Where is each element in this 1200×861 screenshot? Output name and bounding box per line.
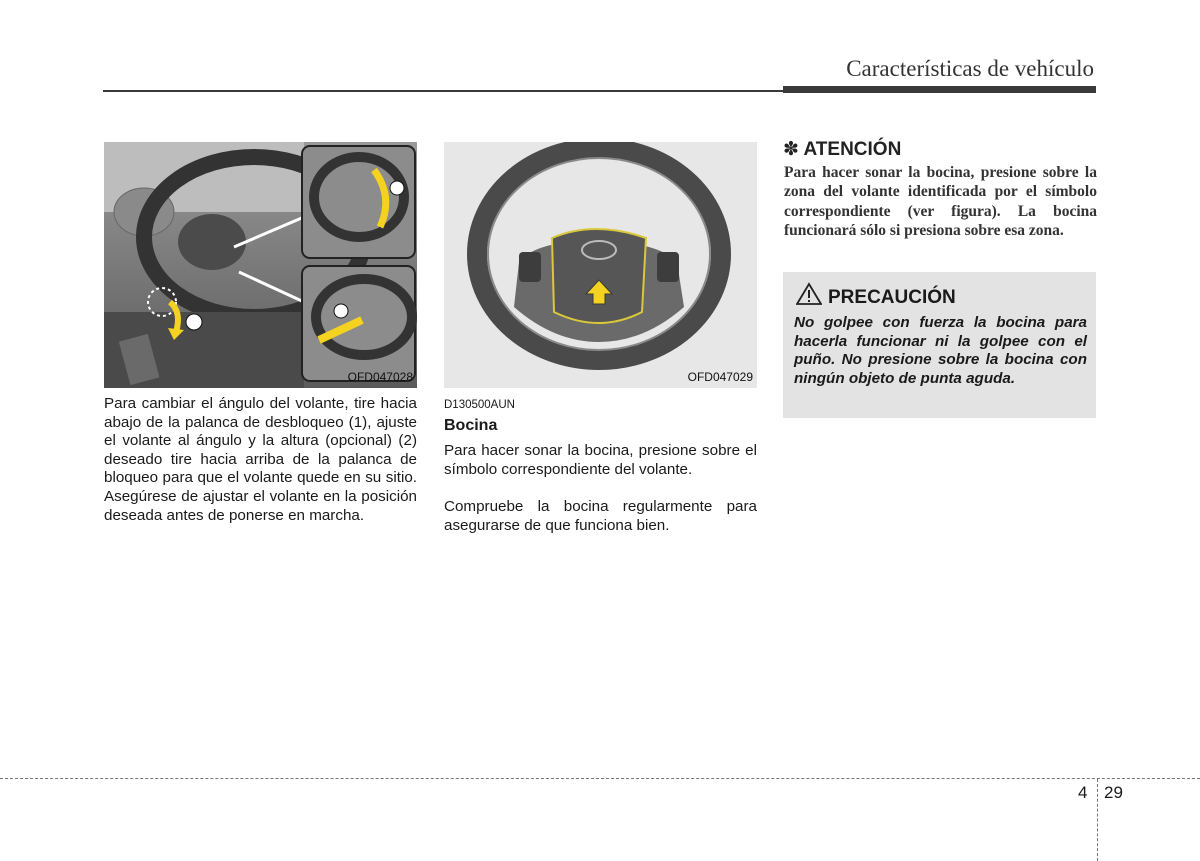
atencion-title: ✽ ATENCIÓN	[783, 139, 902, 160]
horn-steering-wheel-illustration	[444, 142, 757, 388]
warning-triangle-icon	[796, 282, 822, 306]
atencion-body: Para hacer sonar la bocina, presione sobre la zona del volante identificada por el símbolo correspondiente (ver figura). La bocina funcionará sólo si presiona sobre esa zona.	[784, 164, 1097, 239]
precaucion-box	[783, 272, 1096, 418]
header-rule-thin	[103, 90, 783, 92]
figure-steering-tilt	[104, 142, 417, 388]
page-header-title: Características de vehículo	[846, 56, 1094, 81]
horn-paragraph-1: Para hacer sonar la bocina, presione sobre el símbolo correspondiente del volante.	[444, 442, 757, 478]
tilt-instructions: Para cambiar el ángulo del volante, tire hacia abajo de la palanca de desbloqueo (1), ajuste el volante al ángulo y la altura (opcional) (2) deseado tire hacia arriba de la palanca de bloqueo para que el volante quede en su sitio. Asegúrese de ajustar el volante en la posición deseada antes de ponerse en marcha.	[104, 395, 417, 524]
page-number: 29	[1104, 783, 1123, 802]
precaucion-body: No golpee con fuerza la bocina para hacerla funcionar ni la golpee con el puño. No presione sobre la bocina con ningún objeto de punta aguda.	[794, 314, 1087, 387]
page-chapter-number: 4	[1078, 783, 1088, 802]
horn-paragraph-2: Compruebe la bocina regularmente para asegurarse de que funciona bien.	[444, 498, 757, 534]
figure2-code: OFD047029	[687, 370, 753, 384]
header-rule-thick	[783, 86, 1096, 93]
section-heading-bocina: Bocina	[444, 417, 498, 434]
footer-vertical-dash	[1097, 779, 1098, 861]
steering-tilt-illustration	[104, 142, 417, 388]
section-code: D130500AUN	[444, 399, 515, 411]
figure-horn	[444, 142, 757, 388]
precaucion-title: PRECAUCIÓN	[828, 287, 956, 308]
footer-dashed-rule	[0, 778, 1200, 779]
figure1-code: OFD047028	[347, 370, 413, 384]
